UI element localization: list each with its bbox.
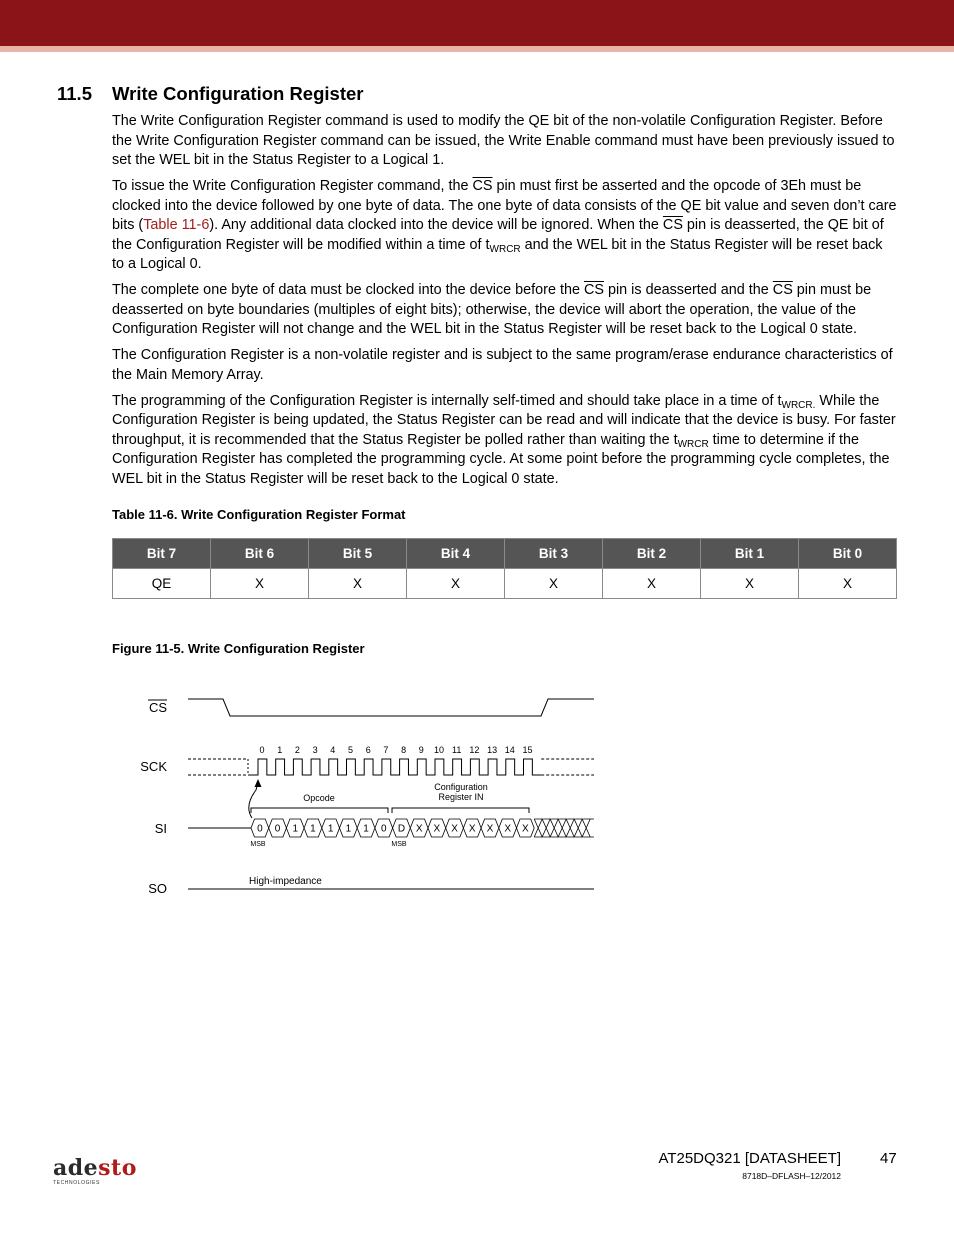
- table-header-bit-0: Bit 0: [799, 539, 897, 569]
- document-id: 8718D–DFLASH–12/2012: [742, 1171, 841, 1181]
- si-bit-value: 1: [345, 823, 352, 835]
- si-bit-value: 1: [292, 823, 299, 835]
- high-impedance-label: High-impedance: [249, 876, 322, 887]
- si-bit-value: 0: [380, 823, 387, 835]
- table-cell-bit-7: QE: [113, 569, 211, 599]
- table-cell-bit-1: X: [701, 569, 799, 599]
- clock-number: 1: [277, 745, 283, 755]
- table-cell-bit-3: X: [505, 569, 603, 599]
- table-cell-bit-2: X: [603, 569, 701, 599]
- si-bit-value: X: [468, 823, 476, 835]
- adesto-logo: adesto TECHNOLOGIES: [53, 1155, 137, 1186]
- table-caption: Table 11-6. Write Configuration Register Format: [112, 507, 406, 522]
- si-bit-value: 1: [363, 823, 369, 835]
- table-row: [113, 569, 897, 599]
- clock-number: 0: [259, 745, 265, 755]
- table-cell-bit-5: X: [309, 569, 407, 599]
- clock-number: 12: [469, 745, 480, 755]
- cs-waveform: [188, 699, 594, 716]
- si-bit-value: X: [486, 823, 494, 835]
- so-label: SO: [148, 881, 167, 896]
- clock-number: 9: [418, 745, 424, 755]
- paragraph-2: To issue the Write Configuration Register command, the $\overline{CS}$ pin must first be asserted and the opcode of 3Eh must be clocked into the device followed by one byte of data. The one byte of data consists of the QE bit value and seven don’t care bits (Table 11-6). Any additional data clocked into the device will be ignored. When the $\overline{CS}$ pin is deasserted, the QE bit of the Configuration Register will be modified within a time of $t_{WRCR}$ and the WEL bit in the Status Register will be reset back to a Logical 0.: [112, 178, 897, 272]
- sck-waveform: [248, 759, 541, 775]
- msb-label-data: MSB: [391, 841, 407, 848]
- table-header-bit-5: Bit 5: [309, 539, 407, 569]
- timing-diagram: [130, 680, 605, 905]
- table-header-bit-7: Bit 7: [113, 539, 211, 569]
- si-bit-value: X: [522, 823, 529, 835]
- paragraph-4: The Configuration Register is a non-volatile register and is subject to the same program/erase endurance characteristics of the Main Memory Array.: [112, 347, 893, 383]
- si-label: SI: [154, 821, 167, 836]
- footer-title: AT25DQ321 [DATASHEET]: [658, 1150, 841, 1167]
- paragraph-1: The Write Configuration Register command is used to modify the QE bit of the non-volatile Configuration Register. Before the Write Configuration Register command can be issued, the Write Enable command must have been previously issued to set the WEL bit in the Status Register to a Logical 1.: [112, 113, 895, 168]
- clock-number: 5: [347, 745, 354, 755]
- table-link[interactable]: Table 11-6: [143, 217, 210, 233]
- table-header-row: [113, 539, 897, 569]
- config-label-line1: Configuration: [434, 782, 488, 792]
- table-header-bit-2: Bit 2: [603, 539, 701, 569]
- opcode-label: Opcode: [303, 793, 335, 803]
- arrow-head: [255, 779, 262, 787]
- header-stripe: [0, 46, 954, 52]
- clock-number: 7: [383, 745, 389, 755]
- si-bit-value: 1: [310, 823, 316, 835]
- table-cell-bit-4: X: [407, 569, 505, 599]
- clock-number: 15: [522, 745, 533, 755]
- clock-number: 10: [433, 745, 445, 755]
- config-label-line2: Register IN: [438, 792, 484, 802]
- si-bit-value: X: [433, 823, 441, 835]
- cs-label: CS: [148, 700, 167, 715]
- si-bit-value: X: [451, 823, 458, 835]
- body-text: [112, 112, 897, 496]
- header-banner: [0, 0, 954, 46]
- opcode-brace: [251, 808, 388, 813]
- sck-label: SCK: [140, 759, 167, 774]
- si-bit-value: X: [504, 823, 511, 835]
- si-bit-value: 0: [257, 823, 263, 835]
- sample-arrow: [249, 782, 258, 818]
- table-header-bit-6: Bit 6: [211, 539, 309, 569]
- si-bit-value: X: [415, 823, 423, 835]
- table-header-bit-1: Bit 1: [701, 539, 799, 569]
- table-cell-bit-6: X: [211, 569, 309, 599]
- cs-overbar: $\overline{CS}$: [772, 282, 793, 298]
- si-bit-value: 0: [274, 823, 281, 835]
- config-brace: [392, 808, 529, 813]
- clock-number: 8: [401, 745, 407, 755]
- section-number: 11.5: [57, 83, 92, 104]
- register-format-table: [112, 538, 897, 599]
- paragraph-5: The programming of the Configuration Register is internally self-timed and should take place in a time of $t_{WRCR.}$ While the Configuration Register is being updated, the Status Register can be read and will indicate that the device is busy. For faster throughput, it is recommended that the Status Register be polled rather than waiting the $t_{WRCR}$ time to determine if the Configuration Register has completed the programming cycle. At some point before the programming cycle completes, the WEL bit in the Status Register will be reset back to the Logical 0 state.: [112, 392, 896, 487]
- msb-label-opcode: MSB: [250, 841, 266, 848]
- si-dont-care-hatch: [534, 819, 590, 837]
- section-title: Write Configuration Register: [112, 83, 364, 104]
- clock-number: 2: [294, 745, 300, 755]
- clock-number: 14: [504, 745, 515, 755]
- clock-number: 3: [312, 745, 318, 755]
- paragraph-3: The complete one byte of data must be clocked into the device before the $\overline{CS}$ pin is deasserted and the $\overline{CS}$ pin must be deasserted on byte boundaries (multiples of eight bits); otherwise, the device will abort the operation, the value of the Configuration Register will not change and the WEL bit in the Status Register will be reset back to the Logical 0 state.: [112, 282, 872, 337]
- cs-overbar: $\overline{CS}$: [662, 217, 683, 233]
- figure-caption: Figure 11-5. Write Configuration Register: [112, 641, 365, 656]
- section-heading: [57, 83, 363, 105]
- clock-number: 13: [487, 745, 498, 755]
- cs-overbar: $\overline{CS}$: [472, 178, 493, 194]
- cs-overbar: $\overline{CS}$: [583, 282, 604, 298]
- table-cell-bit-0: X: [799, 569, 897, 599]
- clock-number: 11: [452, 745, 462, 755]
- page-number: 47: [880, 1150, 897, 1167]
- si-bit-value: 1: [327, 823, 334, 835]
- table-header-bit-3: Bit 3: [505, 539, 603, 569]
- clock-number: 4: [330, 745, 336, 755]
- table-header-bit-4: Bit 4: [407, 539, 505, 569]
- clock-number: 6: [365, 745, 371, 755]
- si-bit-value: D: [397, 823, 406, 835]
